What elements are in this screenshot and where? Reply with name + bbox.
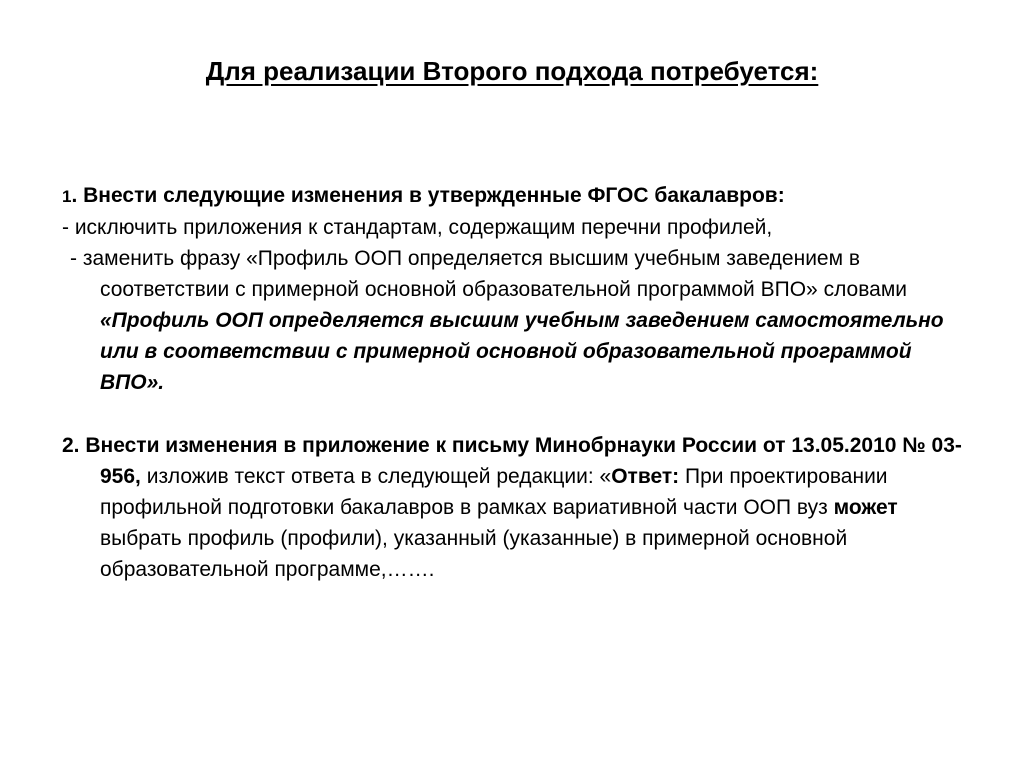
item1-line2-emphasis: «Профиль ООП определяется высшим учебным заведением самостоятельно или в соответствии с примерной основной образовательной программой ВПО». (100, 309, 944, 394)
item2-answer-label: Ответ: (611, 465, 680, 488)
item1-line2 (62, 243, 962, 398)
item1-heading-text: . Внести следующие изменения в утвержденные ФГОС бакалавров: (71, 184, 785, 207)
item2-text-after-heading: изложив текст ответа в следующей редакции: « (140, 465, 612, 488)
item1-number: 1 (62, 187, 72, 206)
item1-heading (62, 180, 962, 212)
item2-answer-text2: выбрать профиль (профили), указанный (указанные) в примерной основной образовательной программе,……. (100, 527, 848, 581)
item2-answer-bold: может (833, 496, 898, 519)
item2-paragraph (62, 430, 962, 585)
item1-line1: - исключить приложения к стандартам, содержащим перечни профилей, (62, 216, 773, 239)
slide-title: Для реализации Второго подхода потребуется: (205, 56, 819, 86)
item1-line2-prefix: - заменить фразу «Профиль ООП определяется высшим учебным заведением в соответствии с примерной основной образовательной программой ВПО» словами (70, 247, 908, 301)
slide-body (62, 180, 962, 585)
item2-heading: 2. Внести изменения в приложение к письму Минобрнауки России от 13.05.2010 № 03-956, (62, 434, 962, 488)
item2-answer-text1: При проектировании профильной подготовки бакалавров в рамках вариативной части ООП вуз (100, 465, 888, 519)
